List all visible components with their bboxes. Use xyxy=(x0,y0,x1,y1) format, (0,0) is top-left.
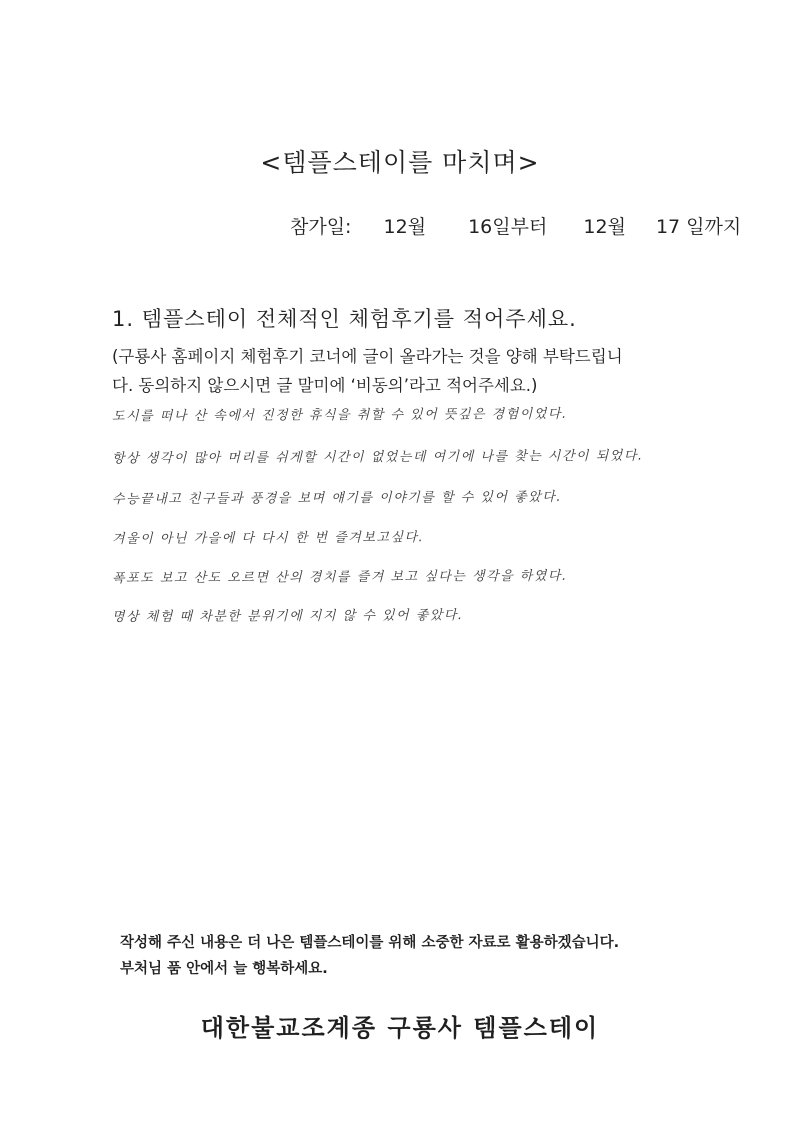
start-month: 12월 xyxy=(383,216,427,238)
question-note-line: (구룡사 홈페이지 체험후기 코너에 글이 올라가는 것을 양해 부탁드립니 xyxy=(112,347,623,366)
page-title: <템플스테이를 마치며> xyxy=(260,148,540,177)
footer-note xyxy=(120,930,619,982)
handwritten-answer-line: 항상 생각이 많아 머리를 쉬게할 시간이 없었는데 여기에 나를 찾는 시간이 되었다. xyxy=(111,448,644,467)
end-day: 17 일까지 xyxy=(655,216,742,238)
participation-label: 참가일: xyxy=(290,216,352,238)
question-note-line: 다. 동의하지 않으시면 글 말미에 ‘비동의’라고 적어주세요.) xyxy=(112,376,538,395)
handwritten-answer-line: 수능끝내고 친구들과 풍경을 보며 얘기를 이야기를 할 수 있어 좋았다. xyxy=(111,489,562,508)
footer-note-line: 작성해 주신 내용은 더 나은 템플스테이를 위해 소중한 자료로 활용하겠습니다. xyxy=(120,935,620,951)
question-note xyxy=(112,342,623,400)
end-month: 12월 xyxy=(583,216,626,238)
organization-name: 대한불교조계종 구룡사 템플스테이 xyxy=(200,1014,600,1042)
handwritten-answer-line: 폭포도 보고 산도 오르면 산의 경치를 즐겨 보고 싶다는 생각을 하였다. xyxy=(111,568,568,587)
participation-dates xyxy=(290,212,741,239)
handwritten-answer-line: 겨울이 아닌 가을에 다 다시 한 번 즐겨보고싶다. xyxy=(111,530,425,547)
footer-note-line: 부처님 품 안에서 늘 행복하세요. xyxy=(120,961,328,977)
handwritten-answer-line: 명상 체험 때 차분한 분위기에 지지 않 수 있어 좋았다. xyxy=(111,608,464,625)
question-heading: 1. 템플스테이 전체적인 체험후기를 적어주세요. xyxy=(112,307,577,331)
handwritten-answer-line: 도시를 떠나 산 속에서 진정한 휴식을 취할 수 있어 뜻깊은 경험이었다. xyxy=(111,406,568,425)
start-day: 16일부터 xyxy=(468,216,548,238)
